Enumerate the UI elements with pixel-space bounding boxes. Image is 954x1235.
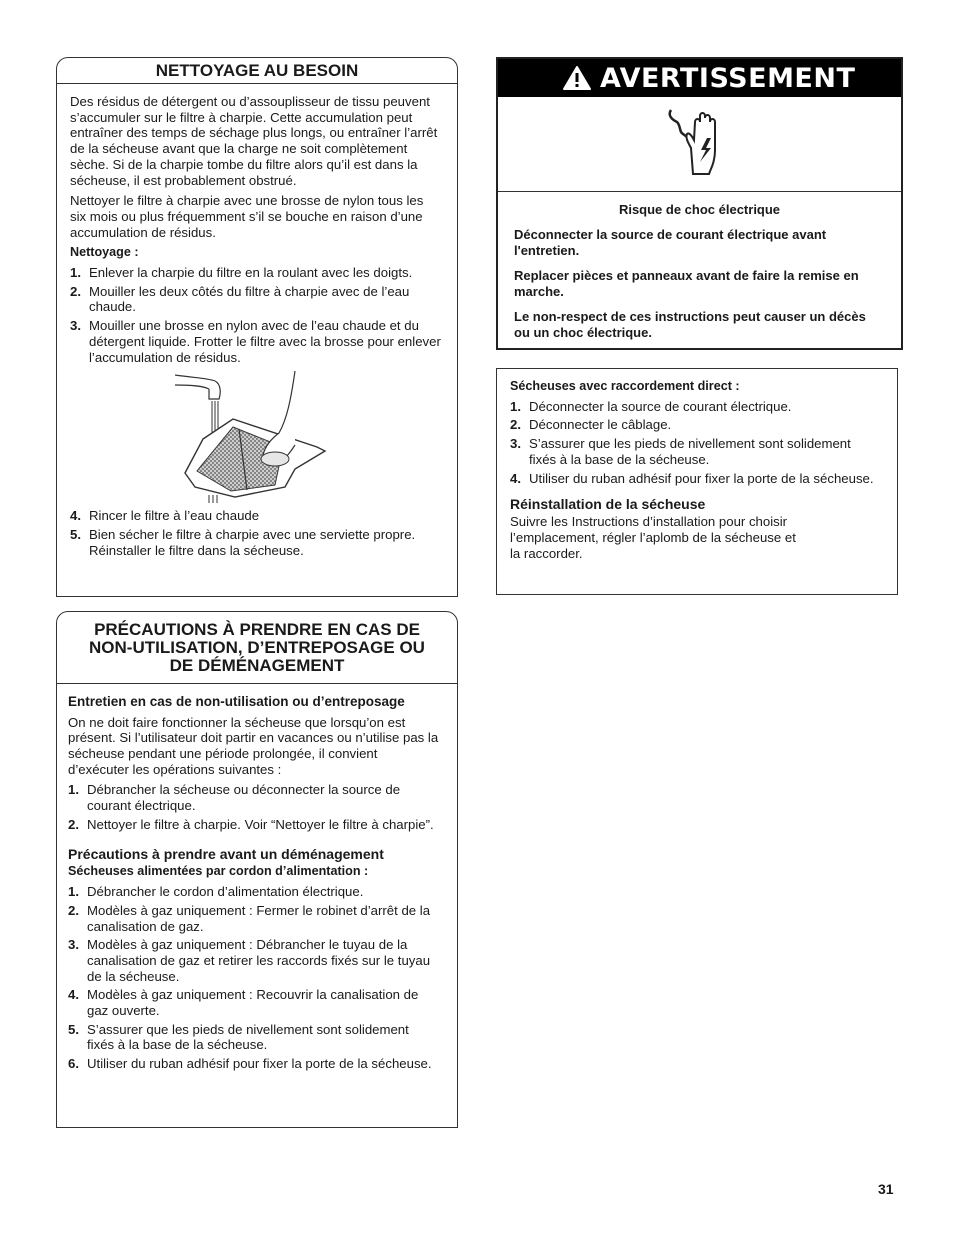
warning-icon-area — [498, 97, 901, 192]
step-text: Modèles à gaz uniquement : Recouvrir la canalisation de gaz ouverte. — [87, 987, 419, 1019]
warning-line-2: Replacer pièces et panneaux avant de faire la remise en marche. — [514, 268, 859, 299]
step-number: 4. — [510, 470, 521, 486]
step-text: Bien sécher le filtre à charpie avec une serviette propre. Réinstaller le filtre dans la sécheuse. — [89, 526, 416, 558]
warning-box — [496, 57, 903, 350]
lint-filter-cleaning-illustration — [70, 369, 443, 505]
cleaning-label: Nettoyage : — [70, 245, 139, 260]
step-number: 1. — [510, 398, 521, 414]
cleaning-steps-list — [70, 265, 443, 365]
warning-risk: Risque de choc électrique — [618, 202, 781, 217]
step-number: 6. — [68, 1056, 79, 1072]
step-number: 3. — [68, 937, 79, 953]
step-number: 3. — [510, 436, 521, 452]
warning-header — [498, 59, 901, 97]
cleaning-steps-list-2 — [70, 508, 443, 558]
list-item — [70, 318, 443, 365]
list-item — [68, 884, 439, 900]
moving-subheading: Précautions à prendre avant un déménagement — [68, 846, 384, 863]
step-number: 1. — [68, 782, 79, 798]
step-text: Utiliser du ruban adhésif pour fixer la porte de la sécheuse. — [529, 470, 874, 486]
step-text: Déconnecter la source de courant électrique. — [529, 398, 792, 414]
reinstall-paragraph: Suivre les Instructions d’installation pour choisir l’emplacement, régler l’aplomb de la sécheuse et la raccorder. — [510, 514, 796, 561]
electric-shock-hand-icon — [665, 108, 735, 180]
cleaning-paragraph-1: Des résidus de détergent ou d’assouplisseur de tissu peuvent s’accumuler sur le filtre à charpie. Cette accumulation peut entraîner des temps de séchage plus longs, ou entraîner l’arrêt de la sécheuse avant que la charge ne soit complètement sèche. Si de la charpie tombe du filtre alors qu’il est dans la sécheuse, il est probablement obstrué. — [70, 94, 438, 188]
warning-triangle-icon — [562, 65, 592, 91]
list-item — [510, 436, 879, 467]
list-item — [510, 399, 879, 415]
direct-wire-body — [497, 369, 897, 561]
list-item — [68, 817, 439, 833]
list-item — [68, 903, 439, 934]
direct-wire-section — [496, 368, 898, 595]
step-text: Modèles à gaz uniquement : Fermer le robinet d’arrêt de la canalisation de gaz. — [87, 902, 431, 934]
step-text: S’assurer que les pieds de nivellement sont solidement fixés à la base de la sécheuse. — [529, 436, 851, 467]
step-text: Utiliser du ruban adhésif pour fixer la porte de la sécheuse. — [87, 1056, 432, 1072]
step-number: 1. — [70, 265, 81, 281]
list-item — [68, 937, 439, 984]
step-text: Rincer le filtre à l’eau chaude — [89, 508, 260, 524]
list-item — [68, 1056, 439, 1072]
step-number: 5. — [68, 1021, 79, 1037]
step-number: 2. — [70, 283, 81, 299]
storage-steps-list — [68, 782, 439, 832]
storage-subheading: Entretien en cas de non-utilisation ou d’entreposage — [68, 694, 405, 709]
storage-paragraph: On ne doit faire fonctionner la sécheuse que lorsqu’on est présent. Si l’utilisateur doit partir en vacances ou n’utilise pas la sécheuse pendant une période prolongée, il convient d’exécuter les opérations suivantes : — [68, 714, 439, 777]
storage-moving-body — [57, 684, 457, 1072]
cleaning-section-body — [57, 84, 457, 558]
warning-line-1: Déconnecter la source de courant électrique avant l'entretien. — [514, 227, 827, 258]
list-item — [68, 1022, 439, 1053]
storage-moving-title: PRÉCAUTIONS À PRENDRE EN CAS DE NON-UTILISATION, D’ENTREPOSAGE OU DE DÉMÉNAGEMENT — [57, 612, 457, 684]
list-item — [70, 265, 443, 281]
step-text: Nettoyer le filtre à charpie. Voir “Nettoyer le filtre à charpie”. — [87, 816, 434, 832]
step-text: Déconnecter le câblage. — [529, 417, 672, 433]
step-text: Enlever la charpie du filtre en la roulant avec les doigts. — [89, 265, 413, 281]
page-number: 31 — [878, 1181, 894, 1197]
step-text: Mouiller les deux côtés du filtre à charpie avec de l’eau chaude. — [89, 283, 410, 315]
warning-text — [498, 192, 901, 341]
list-item — [70, 508, 443, 524]
step-number: 2. — [68, 816, 79, 832]
direct-wire-steps-list — [510, 399, 879, 487]
step-number: 5. — [70, 526, 81, 542]
step-number: 2. — [68, 902, 79, 918]
step-number: 3. — [70, 318, 81, 334]
step-number: 4. — [70, 508, 81, 524]
cleaning-section-title: NETTOYAGE AU BESOIN — [57, 58, 457, 84]
step-number: 4. — [68, 987, 79, 1003]
step-text: S’assurer que les pieds de nivellement sont solidement fixés à la base de la sécheuse. — [87, 1021, 409, 1053]
step-text: Mouiller une brosse en nylon avec de l’eau chaude et du détergent liquide. Frotter le filtre avec la brosse pour enlever l’accumulation de résidus. — [89, 318, 441, 365]
cleaning-paragraph-2: Nettoyer le filtre à charpie avec une brosse de nylon tous les six mois ou plus fréquemment s’il se bouche en raison d’une accumulation de résidus. — [70, 193, 424, 240]
moving-steps-list — [68, 884, 439, 1072]
warning-title: AVERTISSEMENT — [600, 62, 856, 94]
list-item — [68, 782, 439, 813]
step-number: 2. — [510, 417, 521, 433]
step-number: 1. — [68, 884, 79, 900]
step-text: Débrancher la sécheuse ou déconnecter la source de courant électrique. — [87, 782, 401, 814]
step-text: Modèles à gaz uniquement : Débrancher le tuyau de la canalisation de gaz et retirer les raccords fixés sur le tuyau de la sécheuse. — [87, 937, 431, 984]
step-text: Débrancher le cordon d’alimentation électrique. — [87, 884, 364, 900]
warning-line-3: Le non-respect de ces instructions peut causer un décès ou un choc électrique. — [514, 309, 866, 340]
reinstall-subheading: Réinstallation de la sécheuse — [510, 496, 706, 513]
list-item — [70, 527, 443, 558]
direct-wire-label: Sécheuses avec raccordement direct : — [510, 379, 740, 393]
list-item — [510, 417, 879, 433]
list-item — [70, 284, 443, 315]
storage-moving-section — [56, 611, 458, 1128]
list-item — [68, 987, 439, 1018]
list-item — [510, 471, 879, 487]
moving-label: Sécheuses alimentées par cordon d’alimentation : — [68, 864, 369, 879]
cleaning-section — [56, 57, 458, 597]
